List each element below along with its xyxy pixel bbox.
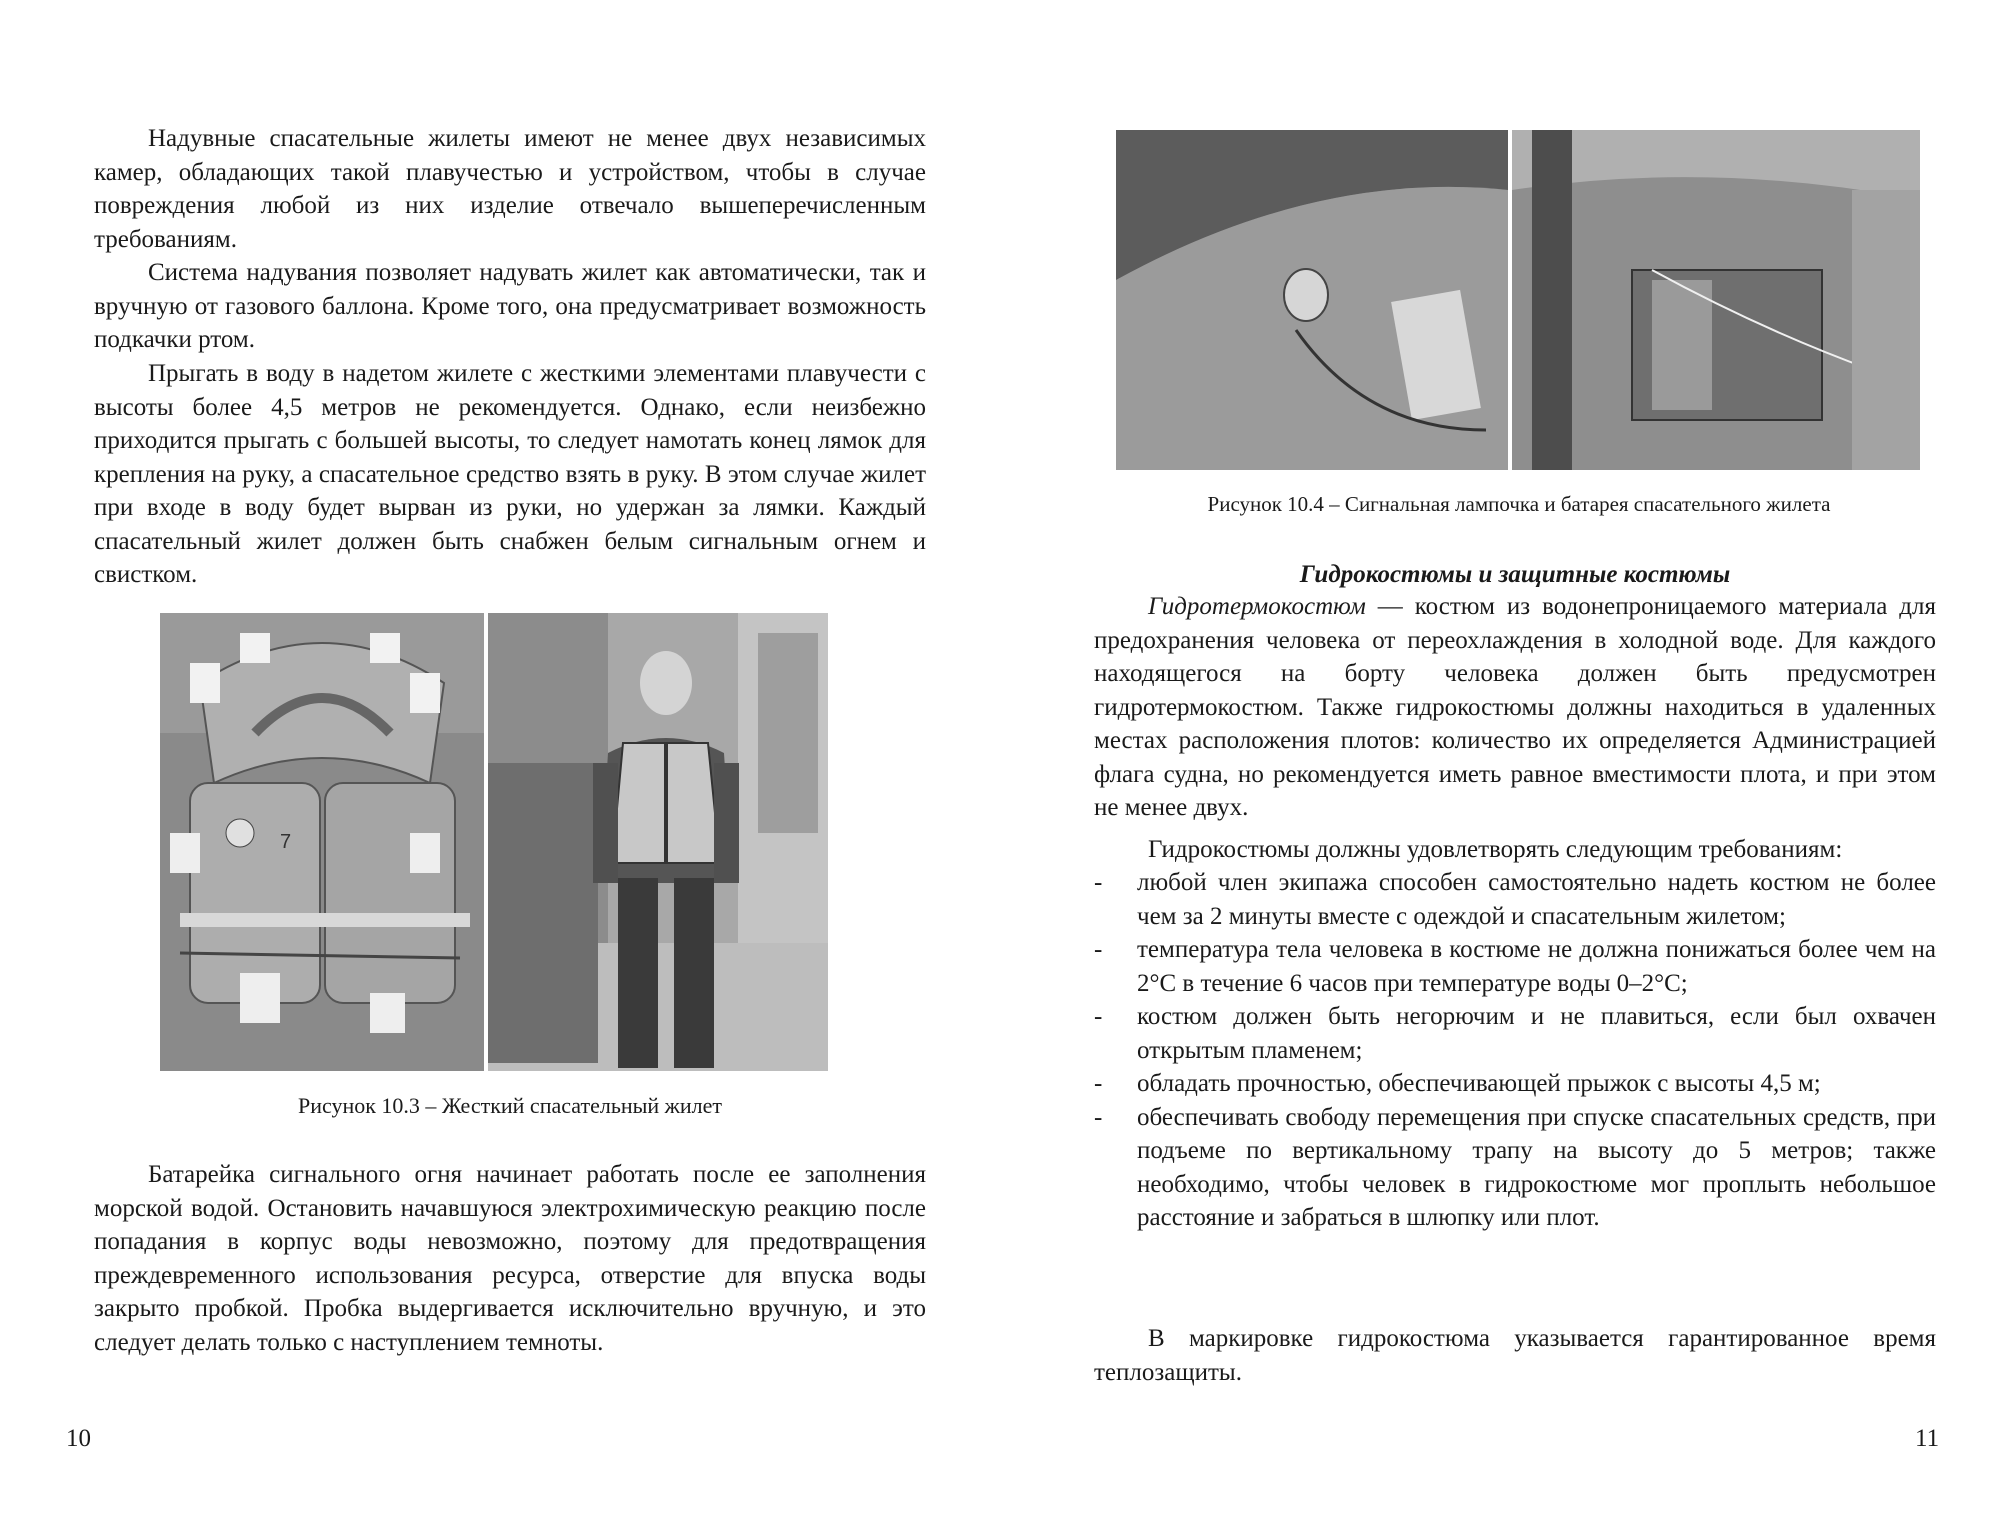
list-item: - костюм должен быть негорючим и не плавиться, если был охвачен открытым пламенем;: [1094, 1003, 1936, 1064]
paragraph-inflation-system: Система надувания позволяет надувать жилет как автоматически, так и вручную от газового баллона. Кроме того, она предусматривает возможность подкачки ртом.: [94, 259, 926, 353]
signal-light-photo: [1116, 130, 1508, 470]
list-item: - любой член экипажа способен самостоятельно надеть костюм не более чем за 2 минуты вместе с одеждой и спасательным жилетом;: [1094, 869, 1936, 930]
paragraph-marking: В маркировке гидрокостюма указывается гарантированное время теплозащиты.: [1094, 1325, 1936, 1386]
person-wearing-vest-photo: [488, 613, 828, 1071]
section-heading: Гидрокостюмы и защитные костюмы: [1299, 561, 1731, 588]
vest-number-label: 7: [280, 831, 292, 853]
requirements-intro: Гидрокостюмы должны удовлетворять следующим требованиям:: [1148, 836, 1843, 863]
requirements-list: [1094, 866, 1936, 1235]
list-item: - температура тела человека в костюме не должна понижаться более чем на 2°С в течение 6 часов при температуре воды 0–2°С;: [1094, 936, 1936, 997]
definition-text: — костюм из водонепроницаемого материала для предохранения человека от переохлаждения в холодной воде. Для каждого находящегося на борту человека должен быть предусмотрен гидротермокостюм. Также гидрокостюмы должны находиться в удаленных местах расположения плотов: количество их определяется Администрацией флага судна, но рекомендуется иметь равное вместимости плота, и при этом не менее двух.: [1094, 593, 1936, 821]
page-number-left: 10: [66, 1425, 91, 1452]
paragraph-jumping: Прыгать в воду в надетом жилете с жесткими элементами плавучести с высоты более 4,5 метров не рекомендуется. Однако, если неизбежно приходится прыгать с большей высоты, то следует намотать конец лямок для крепления на руку, а спасательное средство взять в руку. В этом случае жилет при входе в воду будет вырван из руки, но удержан за лямки. Каждый спасательный жилет должен быть снабжен белым сигнальным огнем и свистком.: [94, 360, 926, 588]
paragraph-hydrosuit-definition: [1094, 590, 1936, 825]
rigid-lifejacket-photo: [160, 613, 484, 1071]
figure-10-3-caption: Рисунок 10.3 – Жесткий спасательный жилет: [297, 1093, 723, 1118]
figure-10-4-caption: Рисунок 10.4 – Сигнальная лампочка и батарея спасательного жилета: [1207, 492, 1831, 516]
list-item: - обеспечивать свободу перемещения при спуске спасательных средств, при подъеме по вертикальному трапу на высоту до 5 метров; также необходимо, чтобы человек в гидрокостюме мог проплыть небольшое расстояние и забраться в шлюпку или плот.: [1094, 1103, 1936, 1231]
page-number-right: 11: [1915, 1425, 1940, 1452]
right-page: [1000, 0, 2000, 1524]
definition-term: Гидротермокостюм: [1148, 593, 1366, 620]
list-item: - обладать прочностью, обеспечивающей прыжок с высоты 4,5 м;: [1094, 1070, 1821, 1097]
paragraph-battery: Батарейка сигнального огня начинает работать после ее заполнения морской водой. Остановить начавшуюся электрохимическую реакцию после попадания в корпус воды невозможно, поэтому для предотвращения преждевременного использования ресурса, отверстие для впуска воды закрыто пробкой. Пробка выдергивается исключительно вручную, и это следует делать только с наступлением темноты.: [94, 1161, 926, 1356]
paragraph-inflatable-vests: Надувные спасательные жилеты имеют не менее двух независимых камер, обладающих такой плавучестью и устройством, чтобы в случае повреждения любой из них изделие отвечало вышеперечисленным требованиям.: [94, 125, 926, 253]
battery-photo: [1512, 130, 1920, 470]
